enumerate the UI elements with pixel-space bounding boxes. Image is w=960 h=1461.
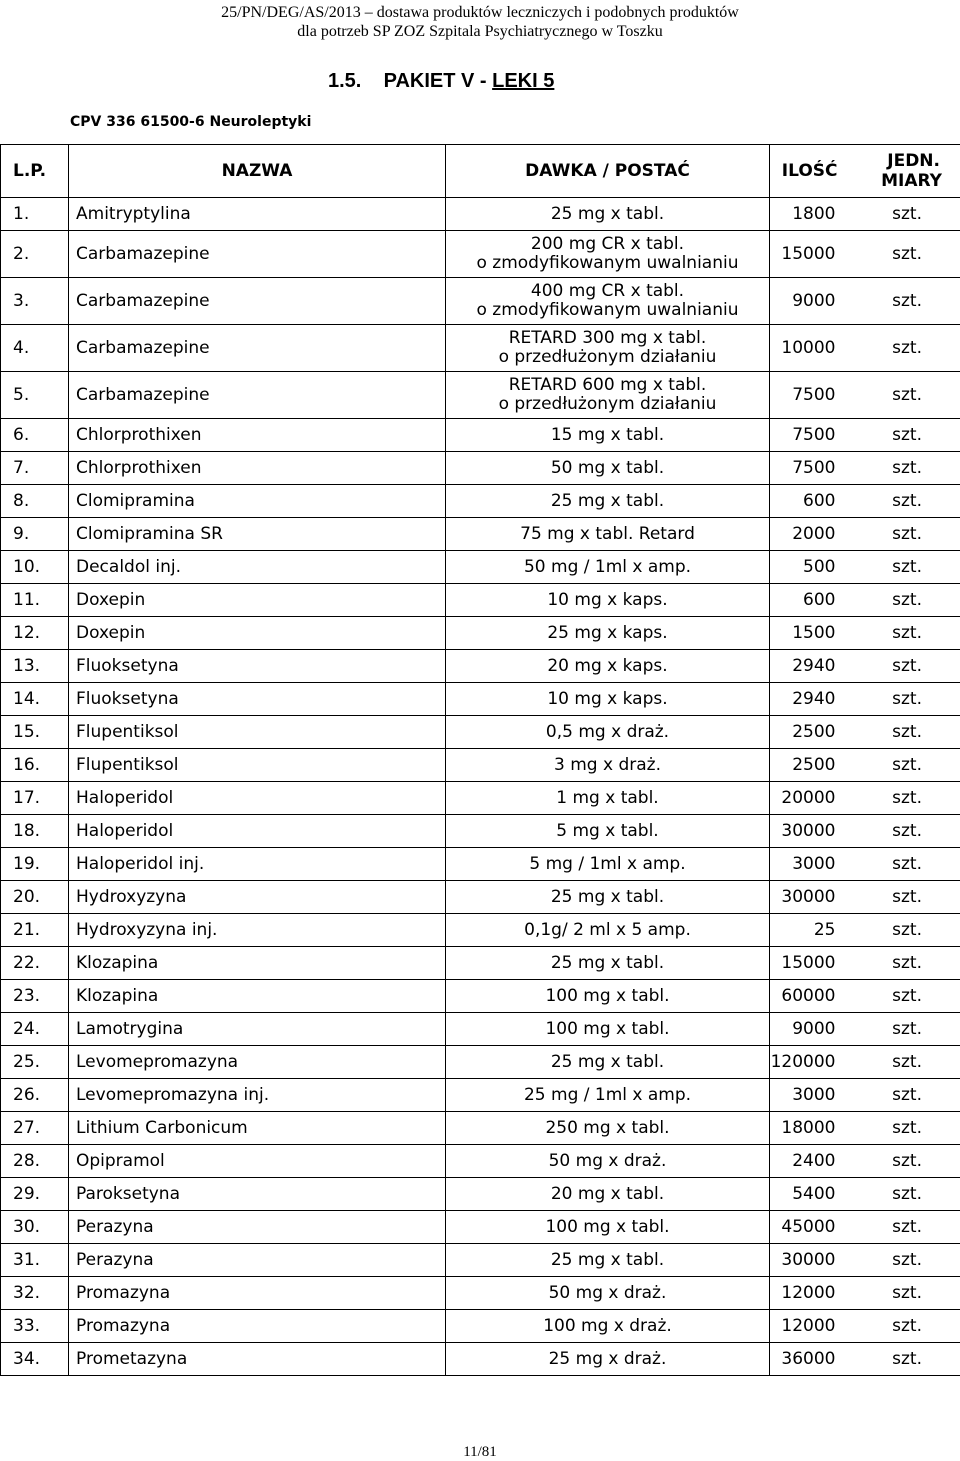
row-number: 19. (1, 848, 69, 881)
table-row (1, 1013, 960, 1046)
row-number: 3. (1, 278, 69, 325)
drug-quantity: 20000 (770, 782, 840, 815)
row-number: 18. (1, 815, 69, 848)
drug-dose-line: 50 mg x draż. (446, 1284, 769, 1303)
drug-name: Haloperidol inj. (69, 848, 446, 881)
table-row (1, 782, 960, 815)
table-row (1, 1178, 960, 1211)
drug-dose (446, 325, 770, 372)
drug-quantity: 600 (770, 584, 840, 617)
drug-dose (446, 518, 770, 551)
drug-name: Carbamazepine (69, 231, 446, 278)
drug-unit: szt. (840, 372, 960, 419)
row-number: 7. (1, 452, 69, 485)
drug-name: Clomipramina SR (69, 518, 446, 551)
table-row (1, 452, 960, 485)
row-number: 11. (1, 584, 69, 617)
drug-name: Lithium Carbonicum (69, 1112, 446, 1145)
drug-name: Levomepromazyna inj. (69, 1079, 446, 1112)
col-header-dose: DAWKA / POSTAĆ (446, 145, 770, 198)
drug-unit: szt. (840, 914, 960, 947)
drug-dose (446, 815, 770, 848)
drug-dose-line: 5 mg x tabl. (446, 822, 769, 841)
table-row (1, 881, 960, 914)
drug-unit: szt. (840, 1145, 960, 1178)
row-number: 5. (1, 372, 69, 419)
drug-quantity: 2000 (770, 518, 840, 551)
drug-name: Lamotrygina (69, 1013, 446, 1046)
drug-dose-line: RETARD 300 mg x tabl. (446, 329, 769, 348)
table-row (1, 650, 960, 683)
drug-name: Doxepin (69, 584, 446, 617)
drug-dose (446, 452, 770, 485)
drug-dose-line: 100 mg x tabl. (446, 1020, 769, 1039)
table-row (1, 1145, 960, 1178)
drug-name: Chlorprothixen (69, 419, 446, 452)
drug-quantity: 500 (770, 551, 840, 584)
drug-quantity: 600 (770, 485, 840, 518)
drug-dose (446, 1112, 770, 1145)
drug-dose-line: 1 mg x tabl. (446, 789, 769, 808)
drug-name: Promazyna (69, 1310, 446, 1343)
row-number: 29. (1, 1178, 69, 1211)
drug-unit: szt. (840, 1013, 960, 1046)
drug-quantity: 12000 (770, 1310, 840, 1343)
table-row (1, 1277, 960, 1310)
drug-unit: szt. (840, 325, 960, 372)
drug-dose-line: 25 mg x kaps. (446, 624, 769, 643)
drug-unit: szt. (840, 1178, 960, 1211)
drug-name: Haloperidol (69, 815, 446, 848)
table-row (1, 1244, 960, 1277)
row-number: 17. (1, 782, 69, 815)
table-row (1, 372, 960, 419)
row-number: 34. (1, 1343, 69, 1376)
table-row (1, 914, 960, 947)
drug-dose-line: 25 mg x draż. (446, 1350, 769, 1369)
row-number: 10. (1, 551, 69, 584)
drug-unit: szt. (840, 1046, 960, 1079)
drug-dose-line: 15 mg x tabl. (446, 426, 769, 445)
drug-dose-line: 100 mg x draż. (446, 1317, 769, 1336)
drug-dose-line: 0,5 mg x draż. (446, 723, 769, 742)
drug-unit: szt. (840, 683, 960, 716)
drug-name: Hydroxyzyna (69, 881, 446, 914)
drug-dose-line: 25 mg x tabl. (446, 1251, 769, 1270)
drug-quantity: 2500 (770, 716, 840, 749)
drug-dose-line: 25 mg x tabl. (446, 1053, 769, 1072)
drug-quantity: 60000 (770, 980, 840, 1013)
drug-dose (446, 1046, 770, 1079)
page-number: 11/81 (0, 1443, 960, 1461)
table-row (1, 1310, 960, 1343)
drug-name: Promazyna (69, 1277, 446, 1310)
drug-dose-line: 25 mg x tabl. (446, 492, 769, 511)
row-number: 21. (1, 914, 69, 947)
drug-quantity: 25 (770, 914, 840, 947)
drug-dose-line: 25 mg / 1ml x amp. (446, 1086, 769, 1105)
drug-dose (446, 1178, 770, 1211)
drug-dose (446, 914, 770, 947)
drug-quantity: 120000 (770, 1046, 840, 1079)
table-row (1, 198, 960, 231)
row-number: 28. (1, 1145, 69, 1178)
drug-quantity: 2940 (770, 650, 840, 683)
drug-dose (446, 617, 770, 650)
table-header-row (1, 145, 960, 198)
drug-dose (446, 419, 770, 452)
drug-dose (446, 947, 770, 980)
drug-unit: szt. (840, 947, 960, 980)
drug-dose (446, 881, 770, 914)
drug-dose-line: 50 mg x draż. (446, 1152, 769, 1171)
drug-quantity: 7500 (770, 452, 840, 485)
row-number: 30. (1, 1211, 69, 1244)
drug-unit: szt. (840, 1079, 960, 1112)
drug-quantity: 2500 (770, 749, 840, 782)
col-header-unit (840, 145, 960, 198)
row-number: 2. (1, 231, 69, 278)
col-header-unit-line1: JEDN. (840, 151, 960, 171)
document-header-line1: 25/PN/DEG/AS/2013 – dostawa produktów leczniczych i podobnych produktów (0, 3, 960, 23)
drug-dose (446, 231, 770, 278)
drug-name: Opipramol (69, 1145, 446, 1178)
drug-dose-line: 3 mg x draż. (446, 756, 769, 775)
drug-quantity: 9000 (770, 1013, 840, 1046)
drug-unit: szt. (840, 518, 960, 551)
package-title (328, 69, 554, 93)
drug-name: Doxepin (69, 617, 446, 650)
table-row (1, 1343, 960, 1376)
drug-quantity: 10000 (770, 325, 840, 372)
drug-dose-line: o przedłużonym działaniu (446, 395, 769, 414)
table-row (1, 980, 960, 1013)
drug-name: Flupentiksol (69, 749, 446, 782)
drug-unit: szt. (840, 198, 960, 231)
drug-name: Perazyna (69, 1211, 446, 1244)
row-number: 33. (1, 1310, 69, 1343)
table-row (1, 683, 960, 716)
drug-quantity: 9000 (770, 278, 840, 325)
drug-quantity: 5400 (770, 1178, 840, 1211)
drug-dose (446, 1277, 770, 1310)
drug-unit: szt. (840, 452, 960, 485)
drug-quantity: 7500 (770, 372, 840, 419)
drug-dose (446, 848, 770, 881)
package-number: 1.5. (328, 70, 361, 92)
table-row (1, 584, 960, 617)
row-number: 31. (1, 1244, 69, 1277)
drug-dose (446, 278, 770, 325)
drug-dose (446, 372, 770, 419)
row-number: 15. (1, 716, 69, 749)
table-row (1, 1046, 960, 1079)
drug-dose-line: o zmodyfikowanym uwalnianiu (446, 254, 769, 273)
drug-name: Klozapina (69, 980, 446, 1013)
drug-quantity: 1500 (770, 617, 840, 650)
drug-dose (446, 650, 770, 683)
row-number: 24. (1, 1013, 69, 1046)
drug-unit: szt. (840, 231, 960, 278)
drug-unit: szt. (840, 584, 960, 617)
row-number: 6. (1, 419, 69, 452)
drug-unit: szt. (840, 1211, 960, 1244)
drug-dose (446, 485, 770, 518)
drug-quantity: 2400 (770, 1145, 840, 1178)
drug-name: Klozapina (69, 947, 446, 980)
drug-dose (446, 1211, 770, 1244)
drug-unit: szt. (840, 551, 960, 584)
row-number: 25. (1, 1046, 69, 1079)
drug-quantity: 2940 (770, 683, 840, 716)
table-row (1, 485, 960, 518)
drug-dose-line: 25 mg x tabl. (446, 205, 769, 224)
cpv-code: CPV 336 61500-6 Neuroleptyki (70, 113, 311, 131)
row-number: 4. (1, 325, 69, 372)
col-header-qty: ILOŚĆ (770, 145, 840, 198)
drug-name: Fluoksetyna (69, 650, 446, 683)
drug-dose-line: 0,1g/ 2 ml x 5 amp. (446, 921, 769, 940)
drug-unit: szt. (840, 617, 960, 650)
drug-unit: szt. (840, 749, 960, 782)
drug-unit: szt. (840, 881, 960, 914)
table-row (1, 617, 960, 650)
drug-dose-line: 50 mg / 1ml x amp. (446, 558, 769, 577)
drug-dose-line: o przedłużonym działaniu (446, 348, 769, 367)
row-number: 22. (1, 947, 69, 980)
drug-dose-line: 75 mg x tabl. Retard (446, 525, 769, 544)
drug-dose-line: o zmodyfikowanym uwalnianiu (446, 301, 769, 320)
drug-dose-line: 20 mg x tabl. (446, 1185, 769, 1204)
drug-name: Haloperidol (69, 782, 446, 815)
row-number: 14. (1, 683, 69, 716)
drug-dose (446, 1145, 770, 1178)
drug-dose (446, 551, 770, 584)
drug-name: Amitryptylina (69, 198, 446, 231)
row-number: 20. (1, 881, 69, 914)
table-row (1, 278, 960, 325)
drug-quantity: 30000 (770, 881, 840, 914)
drug-dose-line: 10 mg x kaps. (446, 591, 769, 610)
drug-unit: szt. (840, 650, 960, 683)
table-row (1, 848, 960, 881)
drug-quantity: 7500 (770, 419, 840, 452)
drug-dose-line: 10 mg x kaps. (446, 690, 769, 709)
col-header-lp: L.P. (1, 145, 69, 198)
drug-unit: szt. (840, 1244, 960, 1277)
drug-dose-line: 25 mg x tabl. (446, 888, 769, 907)
package-title-prefix: PAKIET V - (384, 70, 487, 92)
table-row (1, 716, 960, 749)
package-title-underlined: LEKI 5 (492, 70, 554, 92)
drug-unit: szt. (840, 815, 960, 848)
row-number: 12. (1, 617, 69, 650)
document-header-line2: dla potrzeb SP ZOZ Szpitala Psychiatrycznego w Toszku (0, 22, 960, 42)
drug-quantity: 15000 (770, 231, 840, 278)
drug-dose-line: 20 mg x kaps. (446, 657, 769, 676)
drug-dose (446, 683, 770, 716)
drug-unit: szt. (840, 1343, 960, 1376)
drug-dose-line: 200 mg CR x tabl. (446, 235, 769, 254)
table-row (1, 749, 960, 782)
table-row (1, 1079, 960, 1112)
row-number: 1. (1, 198, 69, 231)
table-row (1, 1112, 960, 1145)
drug-unit: szt. (840, 278, 960, 325)
drug-quantity: 18000 (770, 1112, 840, 1145)
drug-dose (446, 198, 770, 231)
table-row (1, 1211, 960, 1244)
drug-unit: szt. (840, 848, 960, 881)
drug-quantity: 1800 (770, 198, 840, 231)
drug-name: Chlorprothixen (69, 452, 446, 485)
table-row (1, 551, 960, 584)
drug-unit: szt. (840, 1277, 960, 1310)
row-number: 32. (1, 1277, 69, 1310)
drug-dose-line: 50 mg x tabl. (446, 459, 769, 478)
drug-name: Prometazyna (69, 1343, 446, 1376)
row-number: 13. (1, 650, 69, 683)
drug-dose-line: 5 mg / 1ml x amp. (446, 855, 769, 874)
row-number: 9. (1, 518, 69, 551)
drug-name: Flupentiksol (69, 716, 446, 749)
drug-dose (446, 1343, 770, 1376)
row-number: 8. (1, 485, 69, 518)
drug-unit: szt. (840, 782, 960, 815)
table-row (1, 947, 960, 980)
row-number: 23. (1, 980, 69, 1013)
drug-name: Carbamazepine (69, 278, 446, 325)
drug-quantity: 12000 (770, 1277, 840, 1310)
table-row (1, 815, 960, 848)
col-header-unit-line2: MIARY (840, 171, 960, 191)
drug-quantity: 15000 (770, 947, 840, 980)
drug-name: Decaldol inj. (69, 551, 446, 584)
drug-dose (446, 716, 770, 749)
drug-name: Clomipramina (69, 485, 446, 518)
row-number: 27. (1, 1112, 69, 1145)
drug-name: Hydroxyzyna inj. (69, 914, 446, 947)
drug-dose-line: 400 mg CR x tabl. (446, 282, 769, 301)
drug-dose (446, 584, 770, 617)
drug-name: Carbamazepine (69, 325, 446, 372)
drug-dose (446, 749, 770, 782)
drug-dose (446, 980, 770, 1013)
drug-quantity: 30000 (770, 1244, 840, 1277)
drug-unit: szt. (840, 485, 960, 518)
col-header-name: NAZWA (69, 145, 446, 198)
drug-dose-line: 100 mg x tabl. (446, 987, 769, 1006)
drug-dose (446, 1244, 770, 1277)
drug-unit: szt. (840, 716, 960, 749)
drug-dose (446, 782, 770, 815)
drug-quantity: 3000 (770, 1079, 840, 1112)
drug-dose-line: 100 mg x tabl. (446, 1218, 769, 1237)
drug-dose-line: RETARD 600 mg x tabl. (446, 376, 769, 395)
drug-name: Fluoksetyna (69, 683, 446, 716)
row-number: 26. (1, 1079, 69, 1112)
table-row (1, 325, 960, 372)
drug-dose (446, 1013, 770, 1046)
drug-name: Paroksetyna (69, 1178, 446, 1211)
drug-unit: szt. (840, 980, 960, 1013)
drug-dose (446, 1310, 770, 1343)
drug-quantity: 3000 (770, 848, 840, 881)
drug-unit: szt. (840, 1310, 960, 1343)
drug-unit: szt. (840, 1112, 960, 1145)
drug-dose (446, 1079, 770, 1112)
drug-unit: szt. (840, 419, 960, 452)
row-number: 16. (1, 749, 69, 782)
drug-name: Levomepromazyna (69, 1046, 446, 1079)
drug-table (0, 144, 960, 1376)
drug-quantity: 45000 (770, 1211, 840, 1244)
drug-name: Carbamazepine (69, 372, 446, 419)
drug-name: Perazyna (69, 1244, 446, 1277)
drug-dose-line: 250 mg x tabl. (446, 1119, 769, 1138)
table-row (1, 419, 960, 452)
drug-quantity: 36000 (770, 1343, 840, 1376)
drug-quantity: 30000 (770, 815, 840, 848)
table-row (1, 231, 960, 278)
table-row (1, 518, 960, 551)
drug-dose-line: 25 mg x tabl. (446, 954, 769, 973)
